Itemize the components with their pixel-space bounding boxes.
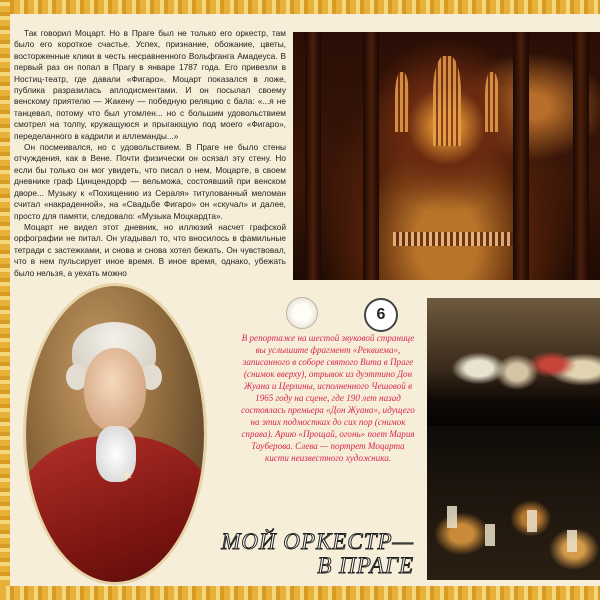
article-paragraph: Моцарт не видел этот дневник, но иллюзий насчет графской орфографии не питал. Он угадывал то, что вносилось в фамильные тетради с застежками, и снова и снова хотел бежать. Он чувствовал, что в нем пульсирует иное время. В иное время, однако, убежать было нельзя, а уехать можно [14,221,286,278]
orchestra-photo [427,426,600,580]
decorative-border-left [0,0,10,600]
photo-caption: В репортаже на шестой звуковой странице вы услышите фрагмент «Реквиема», записанного в соборе святого Вита в Праге (снимок вверху), отрывок из дуэттино Дон Жуана и Церлины, исполненного Чешовой в 1965 году на сцене, где 190 лет назад состоялась премьера «Дон Жуана», идущего на этих подмостках до сих пор (снимок справа). Арию «Прощай, огонь» поет Мария Тауберова. Слева — портрет Моцарта кисти неизвестного художника. [241,333,415,463]
decorative-border-bottom [0,586,600,600]
star-medal-icon: ✶ [120,468,134,485]
cathedral-interior-photo [293,32,600,280]
record-hole [286,297,318,329]
article-paragraph: Так говорил Моцарт. Но в Праге был не только его оркестр, там было его короткое счастье. Успех, признание, обожание, цветы, восторженные клики в честь несравненного Вольфганга Амадеуса. В первый раз он попал в Прагу в январе 1787 года. Его привезли в Ностиц-театр, где давали «Фигаро». Моцарт показался в ложе, публика разразилась аплодисментами. И он посылал своему венскому приятелю — Жакену — победную реляцию с бала: «...я не танцевал, потому что был утомлен... но с большим удовольствием смотрел на толпу, кружащуюся и прыгающую под моего «Фигаро», переделанного в кадрили и аллеманды...» [14,28,286,141]
headline-line-1: МОЙ ОРКЕСТР— [221,529,414,554]
opera-stage-photo [427,298,600,426]
decorative-border-top [0,0,600,14]
headline [214,530,414,586]
article-paragraph: Он посмеивался, но с удовольствием. В Праге не было стены отчуждения, как в Вене. Почти физически он осязал эту стену. Но если бы только он мог увидеть, что писал о нем, Моцарте, в своем дневнике граф Цинцендорф — вельможа, состоявший при венском дворе... Музыку к «Похищению из Сераля» титулованный меломан считал «накраденной», на «Свадьбе Фигаро» он «скучал» и далее, просто для памяти, следовало: «Музыка Моцкардта». [14,142,286,221]
page-number-badge: 6 [364,298,398,332]
headline-line-2: В ПРАГЕ [317,553,414,578]
mozart-portrait [26,286,204,582]
page [10,14,600,586]
article-text [10,28,290,278]
